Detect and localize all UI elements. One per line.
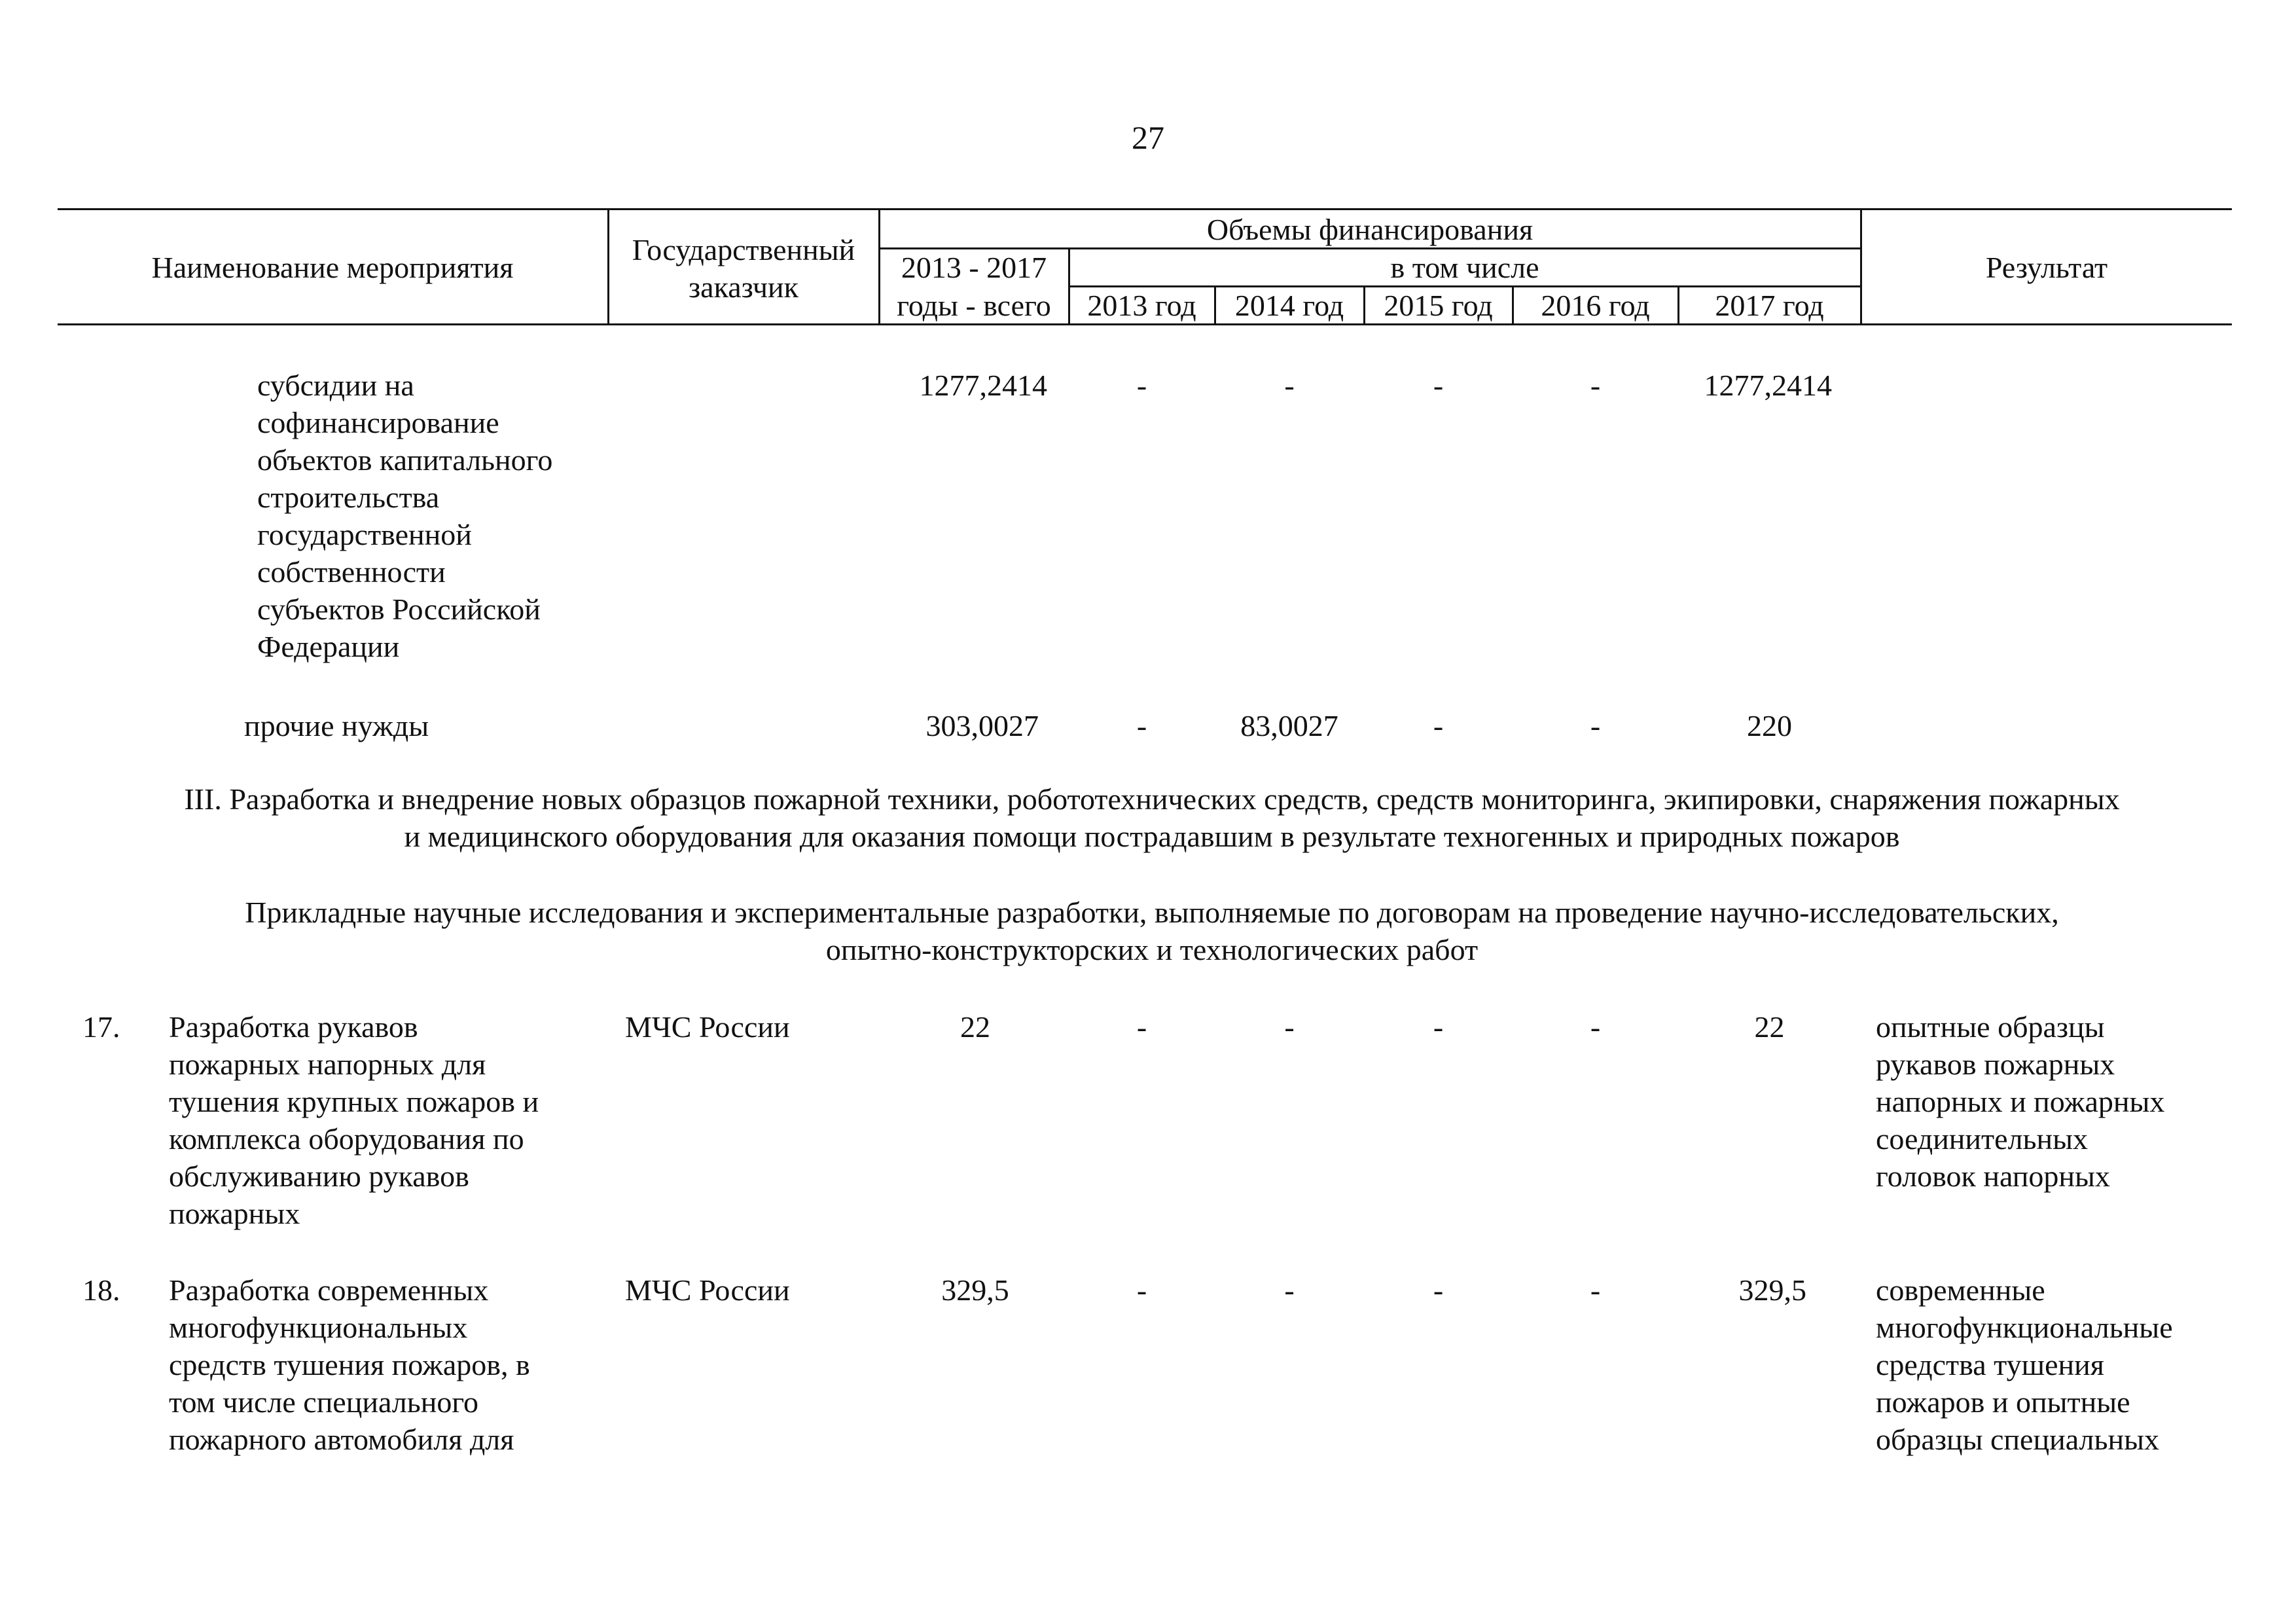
row-2015: - xyxy=(1433,369,1444,402)
item-result xyxy=(1876,1008,2164,1195)
header-customer-l2: заказчик xyxy=(688,270,798,304)
row-name-line: строительства xyxy=(257,481,440,514)
item-result-line: образцы специальных xyxy=(1876,1423,2159,1456)
header-total-l1: 2013 - 2017 xyxy=(901,251,1047,284)
header-year-2016: 2016 год xyxy=(1541,289,1650,322)
item-result-line: средства тушения xyxy=(1876,1348,2104,1381)
item-number: 18. xyxy=(82,1273,120,1307)
item-result-line: многофункциональные xyxy=(1876,1311,2173,1344)
row-total: 1277,2414 xyxy=(919,369,1047,402)
row-2017: 220 xyxy=(1747,709,1792,742)
item-2016: - xyxy=(1590,1010,1601,1044)
row-name-line: софинансирование xyxy=(257,406,499,439)
item-result-line: современные xyxy=(1876,1273,2045,1307)
item-name-line: Разработка современных xyxy=(169,1273,489,1307)
item-2013: - xyxy=(1136,1010,1147,1044)
item-name-line: Разработка рукавов xyxy=(169,1010,418,1044)
row-name-line: субъектов Российской xyxy=(257,593,541,626)
item-name xyxy=(169,1271,530,1458)
section-title-line: и медицинского оборудования для оказания помощи пострадавшим в результате техногенных и природных пожаров xyxy=(404,820,1900,853)
row-2017: 1277,2414 xyxy=(1704,369,1832,402)
header-total-l2: годы - всего xyxy=(897,289,1051,322)
item-total: 329,5 xyxy=(941,1273,1009,1307)
item-result-line: соединительных xyxy=(1876,1122,2089,1156)
item-2014: - xyxy=(1284,1010,1295,1044)
section-title-line: III. Разработка и внедрение новых образцов пожарной техники, робототехнических средств, средств мониторинга, экипировки, снаряжения пожарных xyxy=(184,782,2120,816)
item-result-line: головок напорных xyxy=(1876,1159,2110,1193)
item-2015: - xyxy=(1433,1273,1444,1307)
header-result: Результат xyxy=(1985,251,2108,284)
header-funding: Объемы финансирования xyxy=(1206,213,1534,246)
row-name-line: субсидии на xyxy=(257,369,414,402)
item-total: 22 xyxy=(960,1010,990,1044)
item-2014: - xyxy=(1284,1273,1295,1307)
item-name-line: многофункциональных xyxy=(169,1311,468,1344)
item-name-line: том числе специального xyxy=(169,1385,479,1419)
row-name xyxy=(257,367,552,665)
header-year-2013: 2013 год xyxy=(1087,289,1196,322)
row-2016: - xyxy=(1590,369,1601,402)
subsection-title-line: опытно-конструкторских и технологических работ xyxy=(825,933,1479,966)
item-result xyxy=(1876,1271,2173,1458)
header-year-2015: 2015 год xyxy=(1384,289,1493,322)
row-2013: - xyxy=(1136,369,1147,402)
row-name-line: объектов капитального xyxy=(257,443,553,477)
header-customer-l1: Государственный xyxy=(632,233,855,266)
item-2017: 329,5 xyxy=(1738,1273,1806,1307)
row-total: 303,0027 xyxy=(925,709,1039,742)
row-name: прочие нужды xyxy=(244,709,429,742)
item-result-line: рукавов пожарных xyxy=(1876,1048,2115,1081)
subsection-title-line: Прикладные научные исследования и экспериментальные разработки, выполняемые по договорам на проведение научно-исследовательских, xyxy=(245,896,2059,929)
item-result-line: напорных и пожарных xyxy=(1876,1085,2165,1118)
row-2014: - xyxy=(1284,369,1295,402)
item-name-line: обслуживанию рукавов xyxy=(169,1159,469,1193)
item-number: 17. xyxy=(82,1010,120,1044)
subsection-title xyxy=(65,894,2238,968)
row-name-line: Федерации xyxy=(257,630,400,663)
header-name: Наименование мероприятия xyxy=(151,251,514,284)
item-name-line: пожарных xyxy=(169,1197,300,1230)
header-top-line xyxy=(58,208,2232,210)
row-name-line: государственной xyxy=(257,518,472,551)
item-name-line: тушения крупных пожаров и xyxy=(169,1085,539,1118)
header-year-2014: 2014 год xyxy=(1234,289,1344,322)
item-2016: - xyxy=(1590,1273,1601,1307)
item-result-line: опытные образцы xyxy=(1876,1010,2105,1044)
item-name xyxy=(169,1008,539,1232)
header-including: в том числе xyxy=(1390,251,1539,284)
row-2013: - xyxy=(1136,709,1147,742)
item-2015: - xyxy=(1433,1010,1444,1044)
page-number: 27 xyxy=(1132,119,1164,156)
row-2015: - xyxy=(1433,709,1444,742)
item-name-line: средств тушения пожаров, в xyxy=(169,1348,530,1381)
row-2014: 83,0027 xyxy=(1240,709,1338,742)
header-year-2017: 2017 год xyxy=(1715,289,1824,322)
item-2013: - xyxy=(1136,1273,1147,1307)
section-title xyxy=(65,780,2238,855)
row-name-line: собственности xyxy=(257,555,446,589)
item-name-line: пожарных напорных для xyxy=(169,1048,486,1081)
item-customer: МЧС России xyxy=(625,1273,790,1307)
row-2016: - xyxy=(1590,709,1601,742)
item-result-line: пожаров и опытные xyxy=(1876,1385,2130,1419)
item-name-line: пожарного автомобиля для xyxy=(169,1423,514,1456)
item-2017: 22 xyxy=(1754,1010,1785,1044)
item-customer: МЧС России xyxy=(625,1010,790,1044)
item-name-line: комплекса оборудования по xyxy=(169,1122,524,1156)
